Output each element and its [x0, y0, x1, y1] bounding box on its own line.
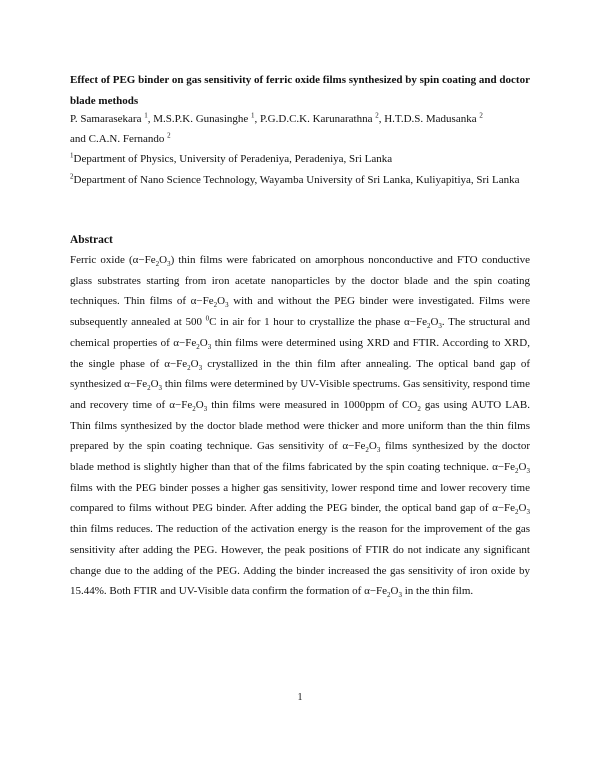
abstract-text-segment: α−Fe — [492, 461, 516, 474]
abstract-script-mark: 3 — [526, 467, 530, 476]
abstract-script-mark: 2 — [155, 260, 160, 269]
abstract-text-segment: O — [199, 336, 208, 349]
abstract-text-segment: O — [159, 254, 168, 266]
abstract-text-segment: α−Fe — [124, 378, 148, 391]
abstract-text-segment: gas using AUTO LAB. Thin films synthesized by the doctor blade method were thicker and more uniform than the thin films prepared by the spin coating technique. Gas sensitivity of — [70, 398, 530, 453]
abstract-text-segment: α−Fe — [164, 357, 188, 370]
affiliation-mark: 1 — [70, 151, 74, 160]
abstract-script-mark: 2 — [515, 508, 519, 517]
abstract-text-segment: α−Fe — [169, 398, 193, 411]
author-affiliation-mark: 2 — [375, 111, 379, 120]
author: H.T.D.S. Madusanka — [384, 113, 477, 125]
abstract-text-segment: Ferric oxide ( — [70, 254, 133, 266]
abstract-text-segment: films synthesized by the doctor blade method is slightly higher than that of the films fabricated by the spin coating technique. — [70, 440, 530, 474]
abstract-script-mark: 2 — [365, 446, 369, 455]
abstract-text-segment: α−Fe — [173, 336, 197, 349]
abstract-text-segment: α−Fe — [404, 316, 427, 329]
author-conjunction: and — [70, 132, 86, 145]
abstract-text-segment: O — [190, 357, 199, 370]
abstract-heading: Abstract — [70, 234, 113, 246]
abstract-text-segment: with and without the PEG binder were investigated. Films were subsequently annealed at 500 — [70, 295, 530, 329]
author-list: P. Samarasekara $^1$, M.S.P.K. Gunasinghe $^1$, P.G.D.C.K. Karunarathna $^2$, H.T.D.S. Madusanka $^2$ and C.A.N. Fernando $^2$ — [70, 111, 483, 145]
abstract-text-segment: O — [368, 440, 377, 453]
abstract-text-segment: O — [518, 461, 527, 474]
author: C.A.N. Fernando — [88, 132, 165, 145]
paper-title: Effect of PEG binder on gas sensitivity of ferric oxide films synthesized by spin coating and doctor blade methods — [70, 74, 530, 107]
abstract-text-segment: α−Fe — [190, 295, 214, 308]
abstract-script-mark: 2 — [417, 405, 421, 414]
author-affiliation-mark: 2 — [167, 130, 171, 139]
abstract-text-segment: thin films were determined using XRD and FTIR. According to XRD, the single phase of — [70, 336, 530, 370]
abstract-script-mark: 2 — [213, 301, 218, 310]
abstract-script-mark: 3 — [167, 260, 171, 269]
author-affiliation-mark: 1 — [251, 111, 255, 120]
abstract-script-mark: 3 — [376, 446, 381, 455]
affiliation-mark: 2 — [70, 172, 74, 181]
abstract-script-mark: 3 — [225, 301, 229, 310]
abstract-text-segment: thin films were measured in 1000ppm of CO — [207, 398, 418, 411]
abstract-text-segment: O — [430, 316, 439, 329]
affiliation-2 — [70, 171, 540, 191]
abstract-text-segment: thin films were determined by UV-Visible spectrums. Gas sensitivity, respond time and recovery time of — [70, 378, 530, 411]
abstract-script-mark: 2 — [192, 405, 196, 414]
abstract-script-mark: 3 — [398, 591, 402, 600]
abstract-text-segment: α−Fe — [492, 502, 516, 515]
abstract-script-mark: 3 — [198, 363, 203, 372]
abstract-text-segment: thin films reduces. The reduction of the activation energy is the reason for the improvement of the gas sensitivity after adding the PEG. However, the peak positions of FTIR do not indicate any significant change due to the adding of the PEG. Adding the binder increased the gas sensitivity of iron oxide by 15.44%. Both FTIR and UV-Visible data confirm the formation of — [70, 523, 530, 598]
abstract-text-segment: crystallized in the thin film after annealing. The optical band gap of synthesized — [70, 357, 530, 391]
abstract-text-segment: O — [217, 295, 226, 308]
abstract-body — [70, 250, 530, 602]
abstract-script-mark: 3 — [438, 322, 442, 331]
abstract-text-segment: films with the PEG binder posses a higher gas sensitivity, lower respond time and lower recovery time compared to films without PEG binder. After adding the PEG binder, the optical band gap of — [70, 481, 530, 515]
author: M.S.P.K. Gunasinghe — [153, 113, 249, 125]
abstract-text-segment: in the thin film. — [401, 585, 474, 598]
affiliation-text: Department of Nano Science Technology, Wayamba University of Sri Lanka, Kuliyapitiya, Sri Lanka — [73, 174, 520, 186]
affiliation-1 — [70, 150, 540, 169]
abstract-text-segment: . The structural and chemical properties of — [70, 316, 530, 349]
author: P.G.D.C.K. Karunarathna — [260, 113, 373, 125]
abstract-script-mark: 0 — [205, 314, 210, 323]
abstract-script-mark: 2 — [426, 322, 431, 331]
abstract-text-segment: O — [518, 502, 527, 515]
abstract-text-segment: α−Fe — [364, 585, 388, 598]
abstract-script-mark: 3 — [158, 384, 163, 393]
abstract-text-segment: O — [195, 398, 204, 411]
abstract-script-mark: 3 — [526, 508, 530, 517]
abstract-text-segment: C in air for 1 hour to crystallize the phase — [209, 316, 404, 329]
affiliation-text: Department of Physics, University of Peradeniya, Peradeniya, Sri Lanka — [73, 153, 393, 165]
author: P. Samarasekara — [70, 113, 142, 125]
abstract-script-mark: 2 — [196, 343, 200, 351]
abstract-text-segment: α−Fe — [132, 254, 156, 266]
abstract-script-mark: 2 — [147, 384, 151, 393]
abstract-script-mark: 2 — [387, 591, 391, 600]
abstract-text-segment: α−Fe — [342, 440, 366, 453]
author-affiliation-mark: 1 — [144, 111, 148, 120]
abstract-script-mark: 2 — [515, 467, 519, 476]
abstract-script-mark: 3 — [207, 343, 212, 351]
page-number: 1 — [297, 692, 303, 703]
abstract-text-segment: ) thin films were fabricated on amorphous nonconductive and FTO conductive glass substrates starting from iron acetate nanoparticles by the doctor blade and the spin coating techniques. Thin films of — [70, 254, 530, 308]
abstract-script-mark: 2 — [187, 363, 191, 372]
abstract-text-segment: O — [150, 378, 159, 391]
author-affiliation-mark: 2 — [479, 111, 483, 120]
abstract-script-mark: 3 — [203, 405, 208, 414]
abstract-text-segment: O — [390, 585, 399, 598]
